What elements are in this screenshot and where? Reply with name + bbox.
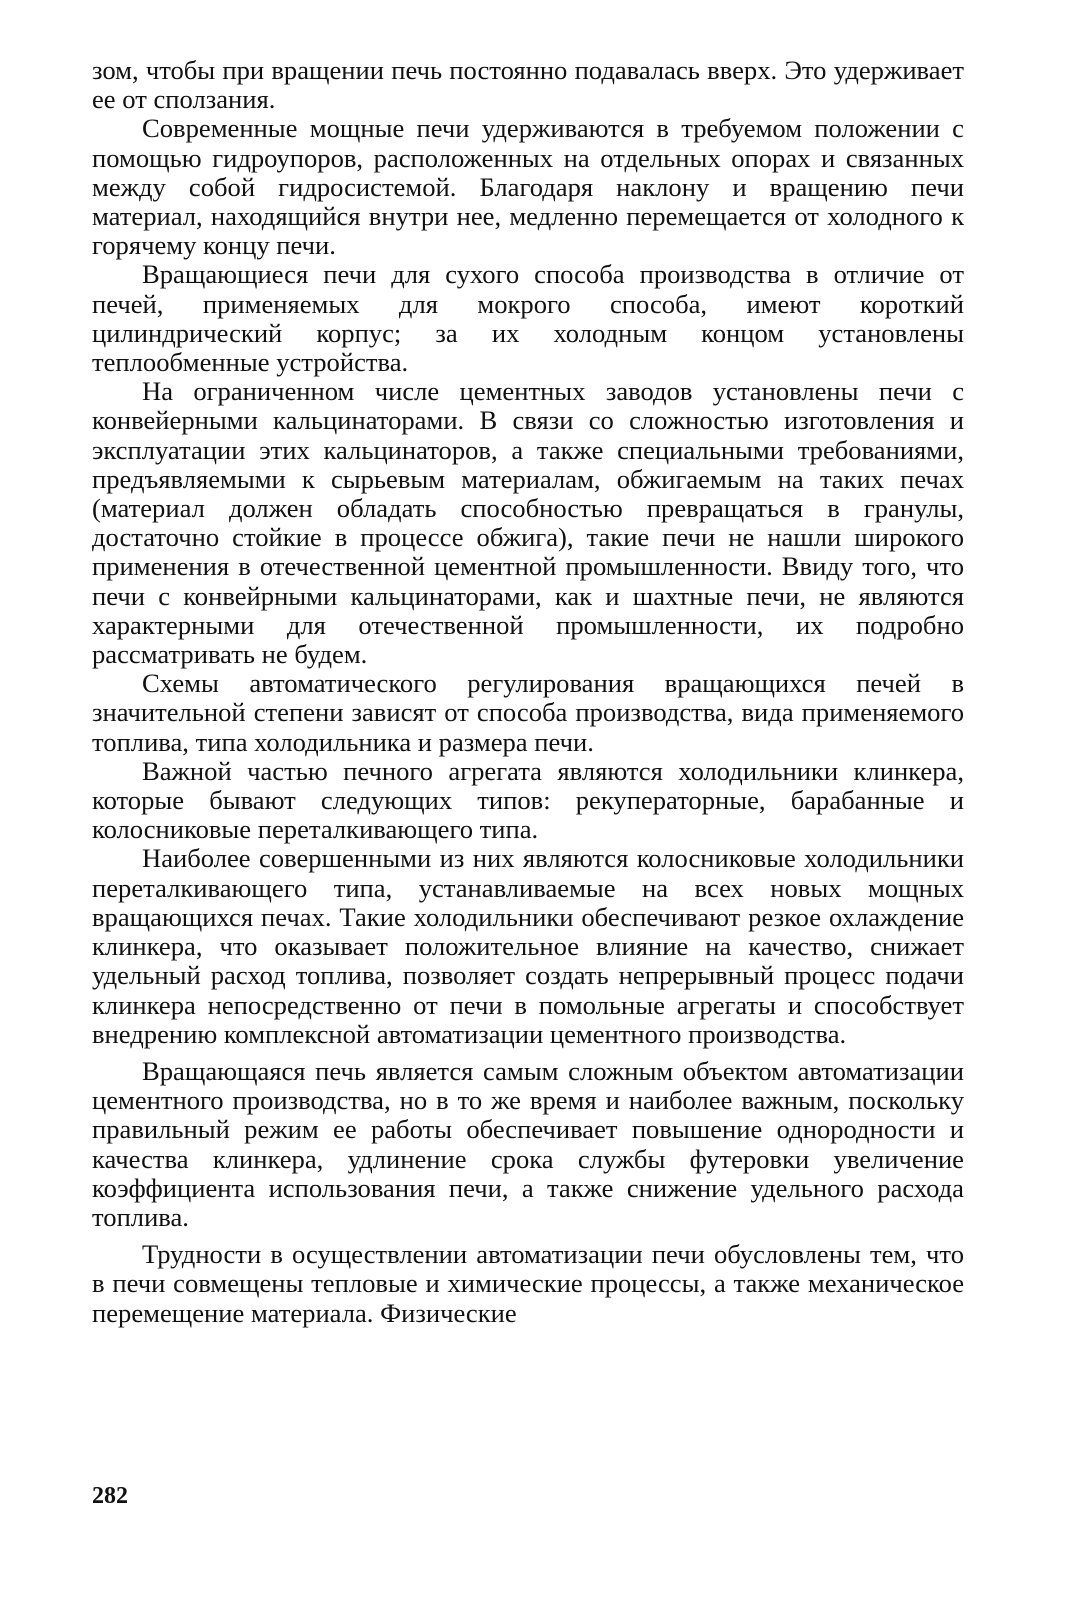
paragraph-3: Вращающиеся печи для сухого способа производства в отличие от печей, применяемых для мокрого способа, имеют короткий цилиндрический корпус; за их холодным концом установлены теплообменные устройства. <box>92 259 964 378</box>
paragraph-6: Важной частью печного агрегата являются холодильники клинкера, которые бывают следующих типов: рекуператорные, барабанные и колосниковые переталкивающего типа. <box>92 755 964 845</box>
page-number: 282 <box>92 1483 128 1509</box>
paragraph-1: зом, чтобы при вращении печь постоянно подавалась вверх. Это удерживает ее от сползания. <box>92 55 964 115</box>
paragraph-9: Трудности в осуществлении автоматизации печи обусловлены тем, что в печи совмещены тепловые и химические процессы, а также механическое перемещение материала. Физические <box>92 1239 964 1328</box>
paragraph-7: Наиболее совершенными из них являются колосниковые холодильники переталкивающего типа, устанавливаемые на всех новых мощных вращающихся печах. Такие холодильники обеспечивают резкое охлаждение клинкера, что оказывает положительное влияние на качество, снижает удельный расход топлива, позволяет создать непрерывный процесс подачи клинкера непосредственно от печи в помольные агрегаты и способствует внедрению комплексной автоматизации цементного производства. <box>92 843 964 1049</box>
paragraph-2: Современные мощные печи удерживаются в требуемом положении с помощью гидроупоров, расположенных на отдельных опорах и связанных между собой гидросистемой. Благодаря наклону и вращению печи материал, находящийся внутри нее, медленно перемещается от холодного к горячему концу печи. <box>92 113 964 261</box>
paragraph-8: Вращающаяся печь является самым сложным объектом автоматизации цементного производства, но в то же время и наиболее важным, поскольку правильный режим ее работы обеспечивает повышение однородности и качества клинкера, удлинение срока службы футеровки увеличение коэффициента использования печи, а также снижение удельного расхода топлива. <box>92 1055 964 1232</box>
paragraph-5: Схемы автоматического регулирования вращающихся печей в значительной степени зависят от способа производства, вида применяемого топлива, типа холодильника и размера печи. <box>92 668 964 757</box>
paragraph-4: На ограниченном числе цементных заводов установлены печи с конвейерными кальцинаторами. В связи со сложностью изготовления и эксплуатации этих кальцинаторов, а также специальными требованиями, предъявляемыми к сырьевым материалам, обжигаемым на таких печах (материал должен обладать способностью превращаться в гранулы, достаточно стойкие в процессе обжига), такие печи не нашли широкого применения в отечественной цементной промышленности. Ввиду того, что печи с конвейрными кальцинаторами, как и шахтные печи, не являются характерными для отечественной промышленности, их подробно рассматривать не будем. <box>92 376 964 670</box>
page-body <box>92 56 964 1328</box>
